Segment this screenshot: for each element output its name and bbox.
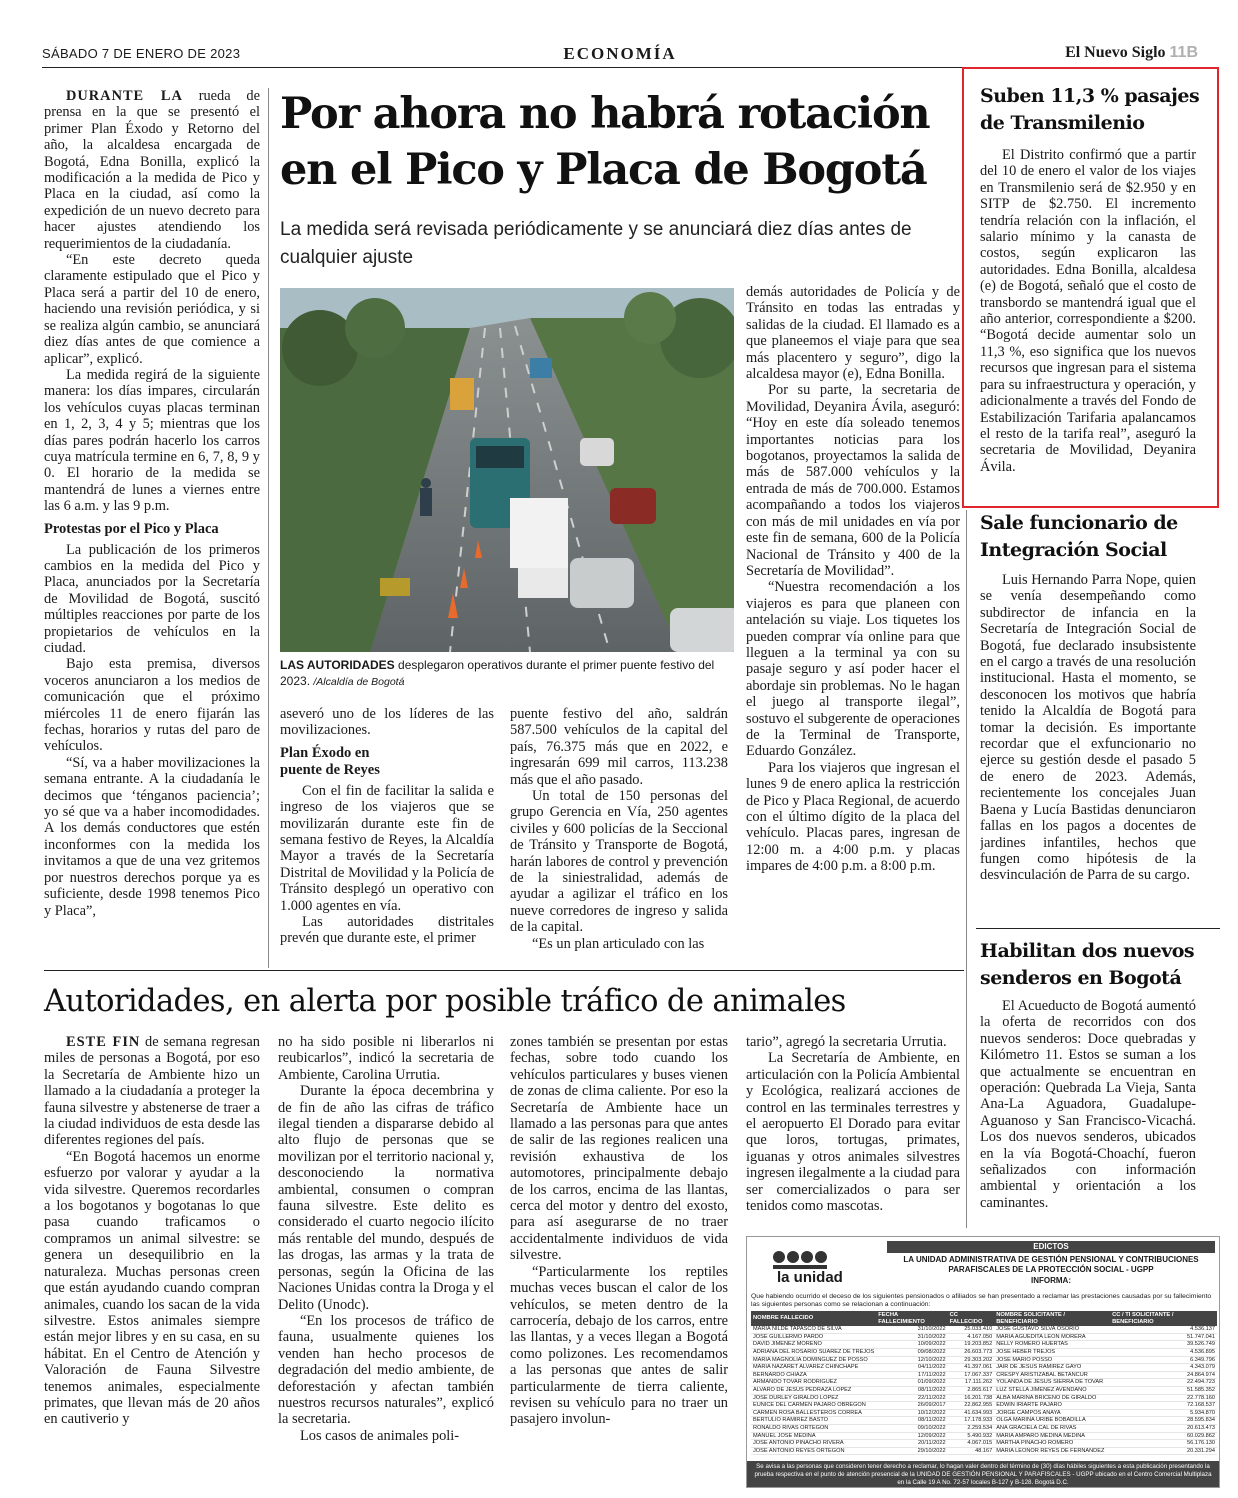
traffic-photo: [280, 288, 734, 652]
funcionario-title: Sale funcionario de Integración Social: [980, 512, 1178, 561]
paragraph: aseveró uno de los líderes de las movilizaciones.: [280, 706, 494, 739]
newspaper-title: El Nuevo Siglo: [1065, 44, 1166, 61]
senderos-title: Habilitan dos nuevos senderos en Bogotá: [980, 940, 1195, 989]
edictos-entity: LA UNIDAD ADMINISTRATIVA DE GESTIÓN PENSIONAL Y CONTRIBUCIONES PARAFISCALES DE LA PROTECCIÓN SOCIAL - UGPP: [903, 1255, 1199, 1274]
paragraph: Por su parte, la secretaria de Movilidad, Deyanira Ávila, aseguró: “Hoy en este día soleado tenemos importantes noticias para los bogotanos, proyectamos la salida de más de 587.000 vehículos y la entrada de más de 700.000. Estamos acompañando a todos los viajeros con más de mil unidades en vía por este fin de semana, 600 de la Policía Nacional de Tránsito y 400 de la Secretaría de Movilidad”.: [746, 382, 960, 579]
animals-col-1: [44, 1034, 260, 1492]
table-cell: 51.747.041: [1110, 1333, 1217, 1341]
table-header-row: [751, 1311, 1217, 1326]
table-cell: 4.067.015: [948, 1440, 995, 1448]
edictos-intro: Que habiendo ocurrido el deceso de los siguientes pensionados o afiliados se han presentado a reclamar las prestaciones causadas por su fallecimiento las siguientes personas como se relacionan a continuación:: [751, 1293, 1212, 1308]
table-cell: 22/11/2022: [876, 1394, 947, 1402]
paragraph: “En los procesos de tráfico de fauna, usualmente quienes los venden han hecho procesos de degradación del medio ambiente, de deforestación y afectan también nuestros recursos naturales”, explicó la secretaria.: [278, 1312, 494, 1428]
table-cell: 26/09/2017: [876, 1402, 947, 1410]
table-cell: 12/10/2022: [876, 1356, 947, 1364]
table-cell: 28.595.834: [1110, 1417, 1217, 1425]
table-cell: 5.490.932: [948, 1432, 995, 1440]
logo-wordmark: la unidad: [777, 1269, 843, 1286]
transmilenio-title: Suben 11,3 % pasajes de Transmilenio: [980, 85, 1200, 134]
table-cell: 01/09/2022: [876, 1379, 947, 1387]
table-cell: CRESPY ARISTIZABAL BETANCUR: [994, 1371, 1110, 1379]
subheading-protestas: Protestas por el Pico y Placa: [44, 520, 219, 537]
table-cell: JOSE ANTONIO PINACHO RIVERA: [751, 1440, 876, 1448]
table-cell: 16.201.738: [948, 1394, 995, 1402]
table-cell: 09/10/2022: [876, 1424, 947, 1432]
table-cell: JOSE MARIO POSSO: [994, 1356, 1110, 1364]
table-cell: 20.331.294: [1110, 1447, 1217, 1455]
main-headline: Por ahora no habrá rotación en el Pico y Placa de Bogotá: [280, 89, 930, 195]
subheading-plan-exodo: Plan Éxodo en puente de Reyes: [280, 744, 380, 778]
main-article-col-4: [746, 284, 960, 968]
highway-illustration: [280, 288, 734, 652]
table-cell: 08/11/2022: [876, 1386, 947, 1394]
table-cell: 4.536.137: [1110, 1326, 1217, 1333]
table-cell: MARIA NAZARET ALVAREZ CHINCHAPE: [751, 1364, 876, 1372]
table-cell: 39.526.749: [1110, 1341, 1217, 1349]
table-cell: 20.613.473: [1110, 1424, 1217, 1432]
caption-lead: LAS AUTORIDADES: [280, 658, 395, 672]
paragraph: Un total de 150 personas del grupo Gerencia en Vía, 250 agentes civiles y 600 policías de la Seccional de Tránsito y Transporte de Bogotá, harán labores de control y prevención de la siniestralidad, además de ayudar a agilizar el tráfico en los nueve corredores de ingreso y salida de la capital.: [510, 788, 728, 936]
table-cell: JOSE DURLEY GIRALDO LOPEZ: [751, 1394, 876, 1402]
column-header: FECHA FALLECIMIENTO: [876, 1311, 947, 1326]
table-cell: 60.029.862: [1110, 1432, 1217, 1440]
photo-credit: /Alcaldía de Bogotá: [313, 676, 405, 688]
column-divider: [268, 88, 269, 968]
table-cell: ARMANDO TOVAR RODRIGUEZ: [751, 1379, 876, 1387]
table-cell: 17.111.262: [948, 1379, 995, 1387]
transmilenio-body: [980, 147, 1196, 493]
paragraph: Con el fin de facilitar la salida e ingreso de los viajeros que se movilizarán durante este fin de semana festivo de Reyes, la Alcaldía Mayor a través de la Secretaría Distrital de Movilidad y la Policía de Tránsito desplegó un operativo con 1.000 agentes en vía.: [280, 782, 494, 914]
table-row: [751, 1379, 1217, 1387]
article-separator: [44, 970, 964, 971]
animals-col-4: [746, 1034, 960, 1230]
paragraph: Los casos de animales poli-: [300, 1427, 460, 1444]
table-cell: 5.934.870: [1110, 1409, 1217, 1417]
paragraph: La publicación de los primeros cambios en la medida del Pico y Placa, anunciados por la Secretaría de Movilidad de Bogotá, suscitó múltiples reacciones por parte de los propietarios de vehículos en la ciudad.: [44, 541, 260, 656]
table-cell: 29/10/2022: [876, 1447, 947, 1455]
table-row: [751, 1326, 1217, 1333]
table-row: [751, 1440, 1217, 1448]
paragraph: El Acueducto de Bogotá aumentó la oferta de recorridos con dos nuevos senderos: Doce quebradas y Kilómetro 11. Estos se suman a los que actualmente se encuentran en operación: Quebrada La Vieja, Santa Ana-La Aguadora, Guadalupe-Aguanoso y San Francisco-Vicachá. Los dos nuevos senderos, ubicados en la vía Bogotá-Choachí, fueron señalizados con información ambiental y orientación a los caminantes.: [980, 998, 1196, 1211]
table-row: [751, 1364, 1217, 1372]
table-cell: 41.634.993: [948, 1409, 995, 1417]
table-cell: MARIA LEONOR REYES DE FERNANDEZ: [994, 1447, 1110, 1455]
sidebar-divider: [966, 510, 967, 1228]
table-row: [751, 1348, 1217, 1356]
edictos-footer: Se avisa a las personas que consideren tener derecho a reclamar, lo hagan valer dentro del término de (30) días hábiles siguientes a esta publicación presentando la prueba respectiva en el punto de atención presencial de la UNIDAD DE GESTIÓN PENSIONAL Y PARAFISCALES - UGPP ubicado en el Centro Comercial Multiplaza en la Calle 19 A No. 72-57 locales B-127 y B-128. Bogotá D.C.: [747, 1461, 1219, 1487]
edictos-informa: INFORMA:: [1031, 1276, 1071, 1285]
table-cell: 2.865.617: [948, 1386, 995, 1394]
table-cell: EUNICE DEL CARMEN PAJARO OBREGON: [751, 1402, 876, 1410]
table-row: [751, 1341, 1217, 1349]
table-row: [751, 1447, 1217, 1455]
table-cell: RONALDO RIVAS ORTEGON: [751, 1424, 876, 1432]
table-row: [751, 1432, 1217, 1440]
paragraph: La Secretaría de Ambiente, en articulación con la Policía Ambiental y Ecológica, realizará acciones de control en las terminales terrestres y el aeropuerto El Dorado para evitar que loros, tortugas, primates, iguanas y otros animales silvestres ingresen ilegalmente a la ciudad para ser comercializados o para ser tenidos como mascotas.: [746, 1050, 960, 1215]
table-cell: JOSE ANTONIO REYES ORTEGON: [751, 1447, 876, 1455]
table-cell: NELLY ROMERO HUERTAS: [994, 1341, 1110, 1349]
edictos-notice: [746, 1236, 1220, 1488]
paragraph: de semana regresan miles de personas a Bogotá, por eso la Secretaría de Ambiente hizo un llamado a la ciudadanía a proteger la fauna silvestre y abstenerse de traer a la ciudad individuos de esta desde las diferentes regiones del país.: [44, 1034, 260, 1149]
table-row: [751, 1417, 1217, 1425]
table-cell: 25.033.410: [948, 1326, 995, 1333]
table-cell: JOSE GUILLERMO PARDO: [751, 1333, 876, 1341]
table-cell: 2.259.534: [948, 1424, 995, 1432]
table-cell: 31/10/2022: [876, 1333, 947, 1341]
paragraph: Durante la época decembrina y de fin de año las cifras de tráfico ilegal tienden a dispararse debido al alto flujo de personas que se movilizan por el territorio nacional y, desconociendo la normativa ambiental, consumen o compran fauna silvestre. Este delito es considerado el cuarto negocio ilícito más rentable del mundo, después de las drogas, las armas y la trata de personas, según la Oficina de las Naciones Unidas contra la Droga y el Delito (Unodc).: [278, 1083, 494, 1313]
table-cell: 08/11/2022: [876, 1417, 947, 1425]
table-cell: 17.067.337: [948, 1371, 995, 1379]
table-cell: 04/11/2022: [876, 1364, 947, 1372]
table-cell: ALBA MARINA BRICEÑO DE GIRALDO: [994, 1394, 1110, 1402]
paragraph: Para los viajeros que ingresan el lunes 9 de enero aplica la restricción de Pico y Placa Regional, de acuerdo con el último dígito de la placa del vehículo. Placas pares, ingresan de 12:00 m. a 4:00 p.m. y placas impares de 4:00 p.m. a 8:00 p.m.: [746, 759, 960, 875]
table-cell: YOLANDA DE JESUS SIERRA DE TOVAR: [994, 1379, 1110, 1387]
table-cell: 48.167: [948, 1447, 995, 1455]
table-cell: 29.303.202: [948, 1356, 995, 1364]
column-header: CC / TI SOLICITANTE / BENEFICIARIO: [1110, 1311, 1217, 1326]
table-cell: BERNARDO CHIAZA: [751, 1371, 876, 1379]
lead-in: ESTE FIN: [66, 1034, 141, 1050]
main-subhead: La medida será revisada periódicamente y se anunciará diez días antes de cualquier ajuste: [280, 219, 912, 268]
page-number: 11B: [1169, 44, 1198, 61]
table-cell: CARMEN ROSA BALLESTEROS CORREA: [751, 1409, 876, 1417]
column-header: CC FALLECIDO: [948, 1311, 995, 1326]
paragraph: “Particularmente los reptiles muchas veces buscan el calor de los vehículos, se meten dentro de la carrocería, debajo de los carros, entre las llantas, y a veces llegan a Bogotá como polizones. Les recomendamos a las personas que antes de salir particularmente de tierra caliente, revisen su vehículo para no traer un pasajero involun-: [510, 1263, 728, 1428]
paragraph: Luis Hernando Parra Nope, quien se venía desempeñando como subdirector de infancia en la Secretaría de Integración Social de Bogotá, fue declarado insubsistente en el cargo a través de una resolución institucional. Hasta el momento, se desconocen los motivos que habría tenido la Alcaldía de Bogotá para tomar la decisión. Es importante recordar que el exfuncionario no ejerce su gestión desde el pasado 5 de enero de 2023. Además, recientemente los concejales Juan Baena y Lucía Bastidas denunciaron fallas en los pagos a docentes de jardines infantiles, hechos que fungen como hipótesis de la desvinculación de Parra de su cargo.: [980, 572, 1196, 884]
paragraph: La medida regirá de la siguiente manera: los días impares, circularán los vehículos cuyas placas terminan en 1, 2, 3, 4 y 5; mientras que los días pares podrán hacerlo los carros cuya matrícula termine en 6, 7, 8, 9 y 0. El horario de la medida se mantendrá de lunes a viernes entre las 6 a.m. y las 9 p.m.: [44, 366, 260, 515]
paragraph: “Sí, va a haber movilizaciones la semana entrante. A la ciudadanía le decimos que ‘ténganos paciencia’; yo sé que va a haber incomodidades. A los demás conductores que estén inconformes con la medida los invitamos a que de una vez gritemos por nuestros derechos porque ya es suficiente, desde 1998 tenemos Pico y Placa”,: [44, 754, 260, 919]
table-cell: 26.603.773: [948, 1348, 995, 1356]
table-row: [751, 1333, 1217, 1341]
table-row: [751, 1394, 1217, 1402]
table-row: [751, 1356, 1217, 1364]
table-cell: 17.178.933: [948, 1417, 995, 1425]
table-cell: DAVID JIMENEZ MORENO: [751, 1341, 876, 1349]
table-cell: MARTHA PINACHO ROMERO: [994, 1440, 1110, 1448]
table-row: [751, 1402, 1217, 1410]
table-cell: 31/10/2022: [876, 1326, 947, 1333]
funcionario-body: [980, 572, 1196, 922]
table-cell: 56.176.130: [1110, 1440, 1217, 1448]
page-folio: [42, 44, 1198, 66]
edictos-band: EDICTOS: [887, 1241, 1215, 1253]
table-cell: 22.778.160: [1110, 1394, 1217, 1402]
table-cell: 4.167.050: [948, 1333, 995, 1341]
table-cell: JORGE CAMPOS ANAYA: [994, 1409, 1110, 1417]
table-cell: MARIA AGUEDITA LEON MORERA: [994, 1333, 1110, 1341]
table-cell: BERTULIO RAMIREZ BASTO: [751, 1417, 876, 1425]
table-cell: JOSE HEBER TREJOS: [994, 1348, 1110, 1356]
edictos-heading: [887, 1255, 1215, 1286]
table-cell: 10/09/2022: [876, 1341, 947, 1349]
paragraph: Las autoridades distritales prevén que durante este, el primer: [280, 914, 494, 947]
edictos-table: [751, 1311, 1217, 1455]
paragraph: “En Bogotá hacemos un enorme esfuerzo por valorar y ayudar a la vida silvestre. Queremos recordarles a los bogotanos y bogotanas lo que pasa cuando traficamos o compramos un animal silvestre: se genera un desequilibrio en la naturaleza. Muchas personas creen que están ayudando cuando compran animales, cuando los sacan de la vida silvestre. Estos animales siempre están mejor libres y en su casa, en su hábitat. En el Centro de Atención y Valoración de Fauna Silvestre tenemos animales, especialmente primates, que llevan más de 20 años en cautiverio y: [44, 1148, 260, 1428]
table-cell: EDWIN IRIARTE PAJARO: [994, 1402, 1110, 1410]
table-cell: 41.397.061: [948, 1364, 995, 1372]
paragraph: “Nuestra recomendación a los viajeros es para que planeen con antelación su viaje. Los tiquetes los pueden comprar vía online para que lleguen a la terminal ya con su pasaje seguro y así poder hacer el abordaje sin problemas. No le hagan el juego al transporte ilegal”, sostuvo el subgerente de operaciones de la Terminal de Transporte, Eduardo González.: [746, 579, 960, 760]
table-cell: 72.168.537: [1110, 1402, 1217, 1410]
table-cell: MARIA NILDE TAPASCO DE SILVA: [751, 1326, 876, 1333]
newspaper-name: [1065, 44, 1198, 62]
table-cell: LUZ STELLA JIMENEZ AVENDAÑO: [994, 1386, 1110, 1394]
paragraph: El Distrito confirmó que a partir del 10 de enero el valor de los viajes en Transmilenio será de $2.950 y en SITP de $2.750. El incremento tendría relación con la inflación, el salario mínimo y la canasta de costos, según explicaron las autoridades. Edna Bonilla, alcaldesa (e) de Bogotá, señaló que el costo de transbordo se mantendrá igual que el año anterior, correspondiente a $200. “Bogotá decide aumentar solo un 11,3 %, eso significa que los nuevos recursos que ingresan para el sistema para su infraestructura y operación, y adicionalmente a través del Fondo de Estabilización Tarifaria apalancamos el resto de la tarifa real”, aseguró la secretaria de Movilidad, Deyanira Ávila.: [980, 147, 1196, 475]
table-cell: MANUEL JOSE MEDINA: [751, 1432, 876, 1440]
table-row: [751, 1371, 1217, 1379]
caption-text: desplegaron operativos durante el primer puente festivo del 2023.: [280, 658, 715, 688]
table-row: [751, 1424, 1217, 1432]
table-cell: 4.343.079: [1110, 1364, 1217, 1372]
table-cell: OLGA MARINA URIBE BOBADILLA: [994, 1417, 1110, 1425]
paragraph: rueda de prensa en la que se presentó el primer Plan Éxodo y Retorno del año, la alcaldesa encargada de Bogotá, Edna Bonilla, explicó la modificación a la medida de Pico y Placa en la ciudad, así como la expedición de un nuevo decreto para hacer ajustes atendiendo los requerimientos de la ciudadanía.: [44, 88, 260, 252]
table-cell: 51.585.352: [1110, 1386, 1217, 1394]
senderos-body: [980, 998, 1196, 1228]
photo-caption: [280, 657, 734, 690]
animals-headline: Autoridades, en alerta por posible tráfico de animales: [44, 984, 846, 1019]
table-cell: 20/11/2022: [876, 1440, 947, 1448]
section-name: ECONOMÍA: [563, 44, 677, 63]
table-row: [751, 1386, 1217, 1394]
paragraph: no ha sido posible ni liberarlos ni reubicarlos”, indicó la secretaria de Ambiente, Carolina Urrutia.: [278, 1034, 494, 1083]
table-cell: 22.494.723: [1110, 1379, 1217, 1387]
table-cell: JAIR DE JESUS RAMIREZ GAYO: [994, 1364, 1110, 1372]
table-cell: ANA GRACIELA CAL DE RIVAS: [994, 1424, 1110, 1432]
main-article-col-1: [44, 88, 260, 968]
table-cell: 4.536.895: [1110, 1348, 1217, 1356]
table-cell: 6.349.796: [1110, 1356, 1217, 1364]
animals-col-2: [278, 1034, 494, 1492]
issue-date: SÁBADO 7 DE ENERO DE 2023: [42, 46, 241, 61]
paragraph: puente festivo del año, saldrán 587.500 vehículos de la capital del país, 76.375 más que en 2022, e ingresarán 699 mil carros, 113.238 más que el año pasado.: [510, 706, 728, 788]
paragraph: demás autoridades de Policía y de Tránsito en todas las entradas y salidas de la ciudad. El llamado es a que planeemos el viaje para que sea más placentero y seguro”, digo la alcaldesa mayor (e), Edna Bonilla.: [746, 284, 960, 383]
main-article-col-3: [510, 706, 728, 968]
ugpp-logo: [765, 1245, 885, 1295]
lead-in: DURANTE LA: [66, 88, 183, 104]
paragraph: “En este decreto queda claramente estipulado que el Pico y Placa será a partir del 10 de enero, haciendo una revisión periódica, y si se realiza algún cambio, se anunciará diez días antes de que comience a aplicar”, explicó.: [44, 252, 260, 367]
table-cell: 19.203.852: [948, 1341, 995, 1349]
paragraph: zones también se presentan por estas fechas, sobre todo cuando los vehículos particulares y buses vienen de zonas de clima caliente. Por eso la Secretaría de Ambiente hace un llamado a las personas para que antes de salir de las regiones realicen una revisión exhaustiva de los automotores, principalmente debajo de los carros, encima de las llantas, cerca del motor y dentro del exosto, para así asegurarse de no traer accidentalmente individuos de vida silvestre.: [510, 1034, 728, 1264]
table-cell: 22.862.955: [948, 1402, 995, 1410]
paragraph: tario”, agregó la secretaria Urrutia.: [746, 1034, 947, 1050]
table-cell: 12/09/2022: [876, 1432, 947, 1440]
table-cell: MARIA AMPARO MEDINA MEDINA: [994, 1432, 1110, 1440]
paragraph: “Es un plan articulado con las: [532, 935, 705, 952]
main-article-col-2: [280, 706, 494, 968]
column-header: NOMBRE SOLICITANTE / BENEFICIARIO: [994, 1311, 1110, 1326]
table-cell: 17/11/2022: [876, 1371, 947, 1379]
paragraph: Bajo esta premisa, diversos voceros anunciaron a los medios de comunicación que el próximo miércoles 11 de enero fijarán las fechas, horarios y rutas del paro de vehículos.: [44, 656, 260, 755]
sidebar-rule: [976, 928, 1220, 929]
table-cell: 24.864.974: [1110, 1371, 1217, 1379]
table-cell: ADRIANA DEL ROSARIO SUAREZ DE TREJOS: [753, 1348, 875, 1355]
table-cell: 09/08/2022: [876, 1348, 947, 1356]
table-cell: ALVARO DE JESUS PEDRAZA LOPEZ: [751, 1386, 876, 1394]
animals-col-3: [510, 1034, 728, 1492]
edictos-table-body: [751, 1326, 1217, 1455]
table-cell: 10/12/2022: [876, 1409, 947, 1417]
table-cell: MARIA MAGNOLIA DOMINGUEZ DE POSSO: [751, 1356, 876, 1364]
column-header: NOMBRE FALLECIDO: [751, 1311, 876, 1326]
table-row: [751, 1409, 1217, 1417]
table-cell: JOSE GUSTAVO SILVA OSORIO: [994, 1326, 1110, 1333]
